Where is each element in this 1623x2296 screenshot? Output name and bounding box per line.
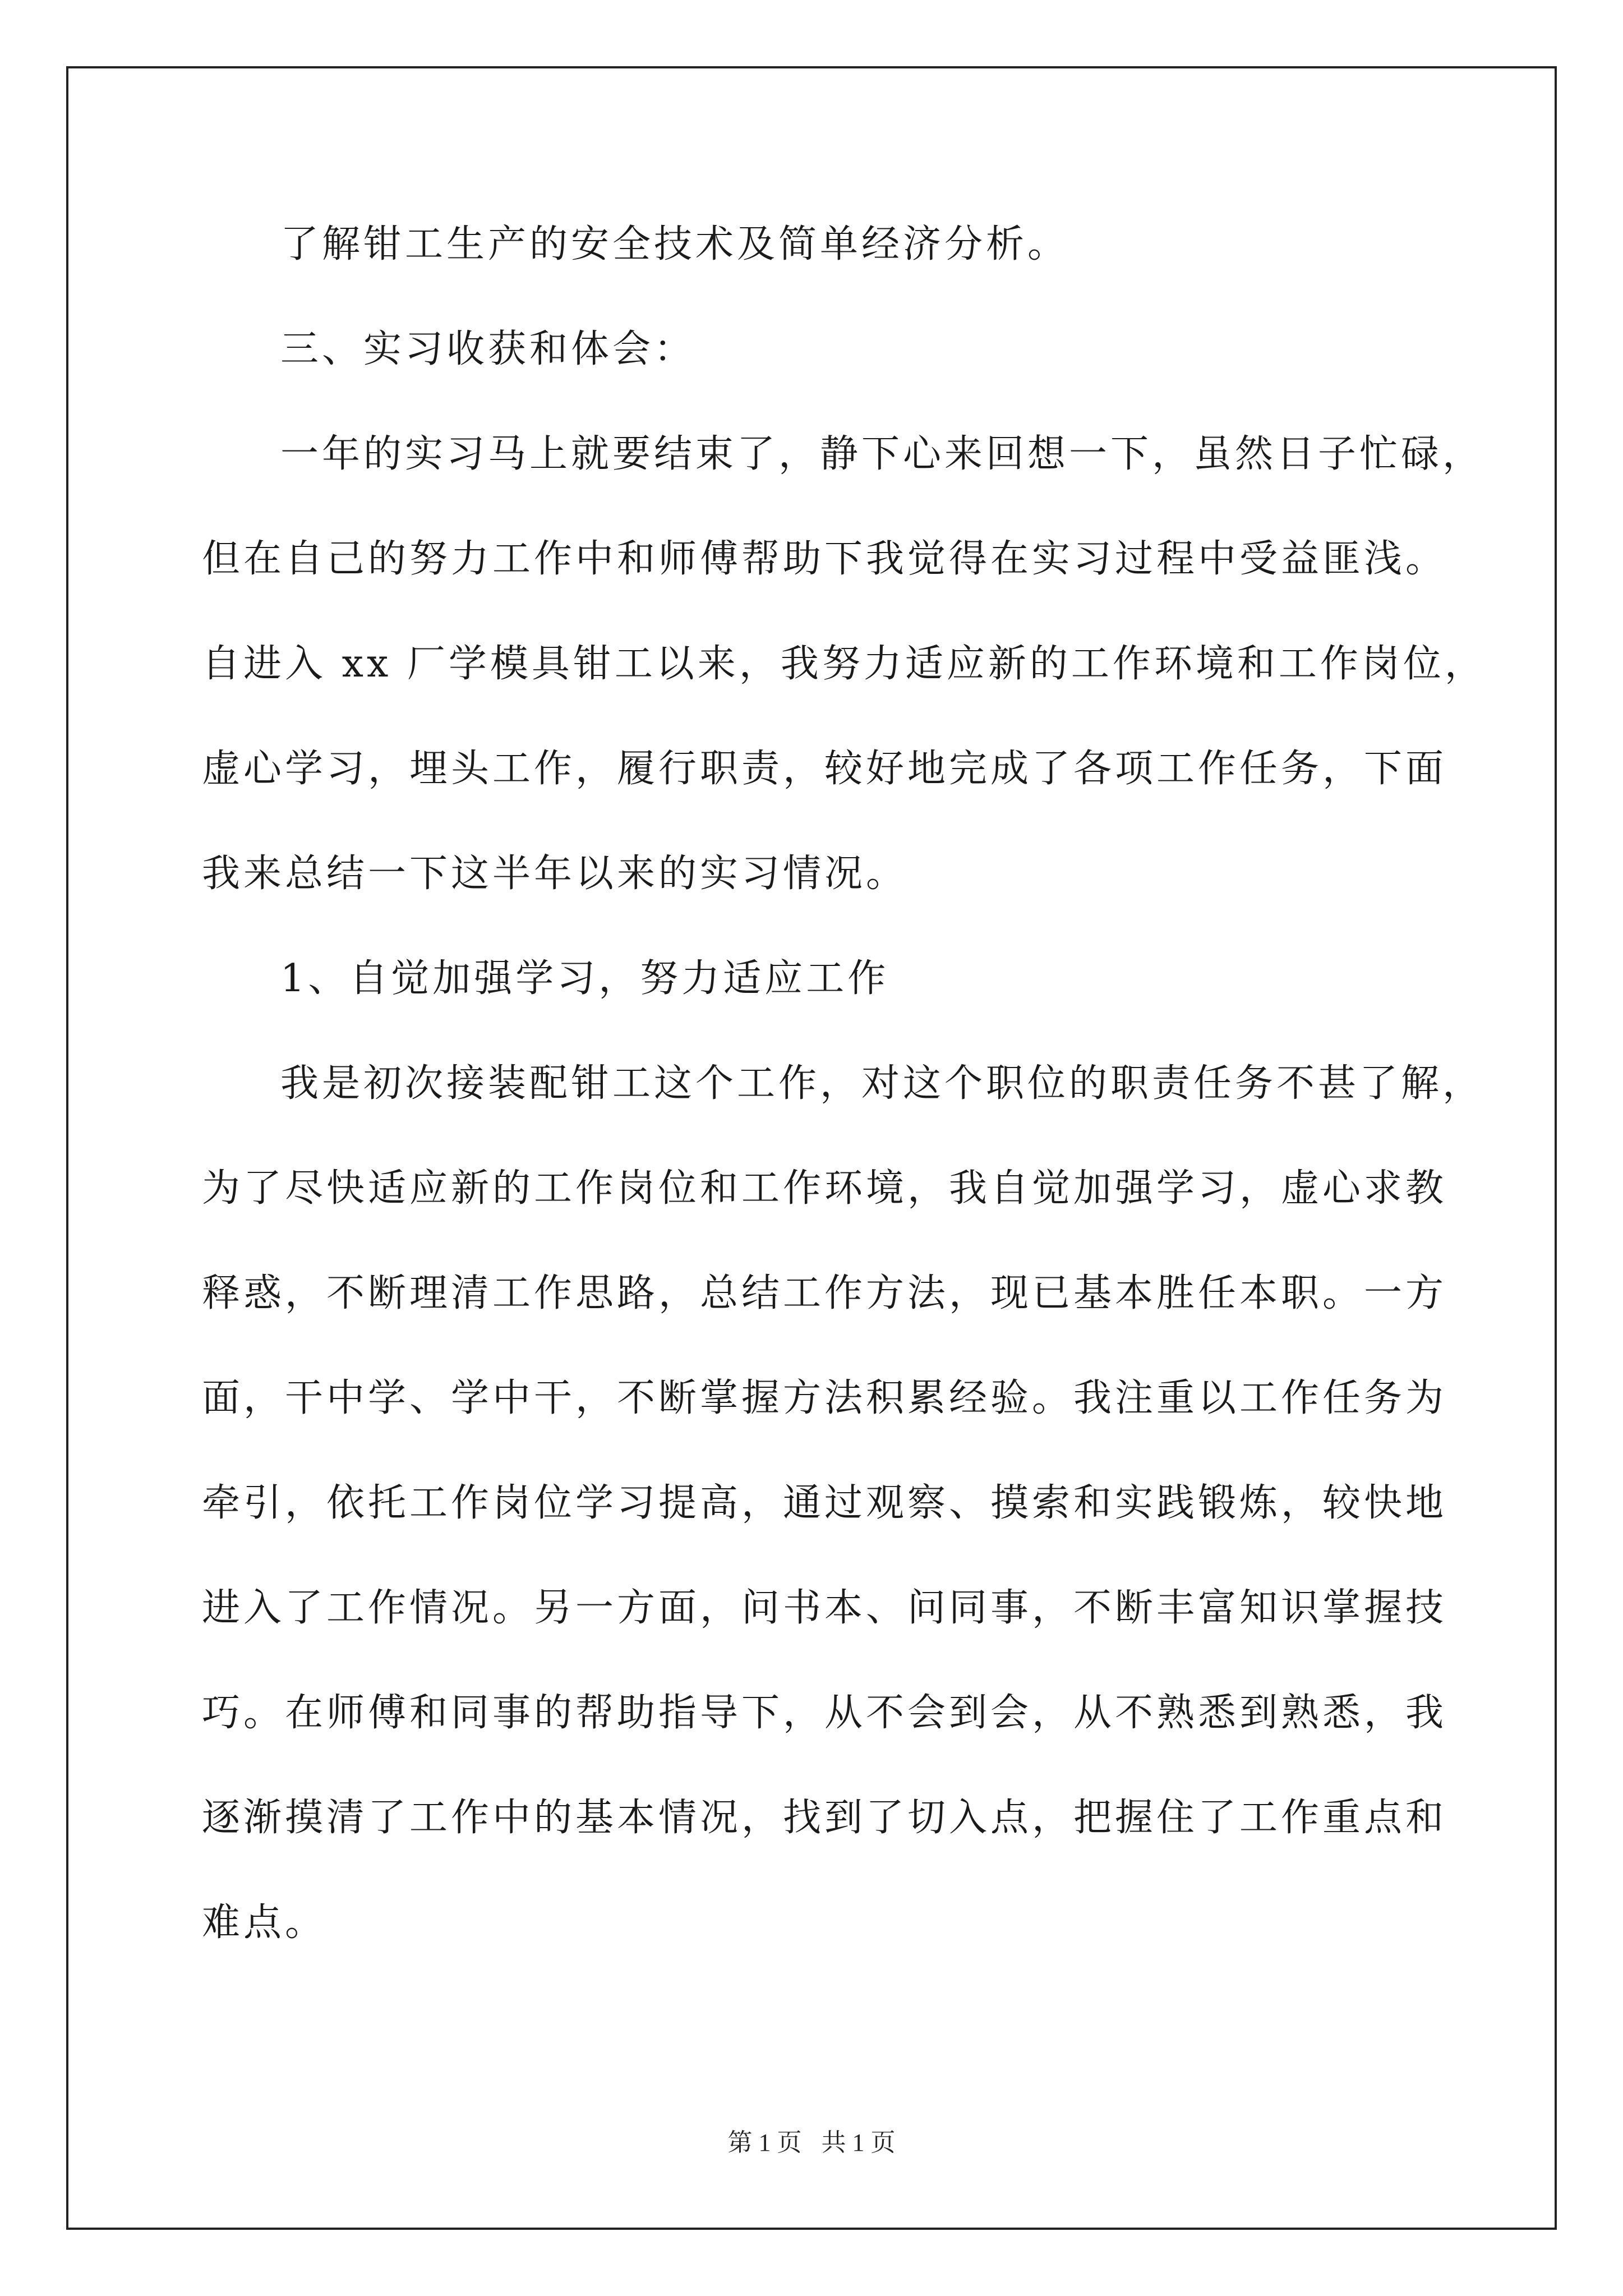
paragraph-line: 为了尽快适应新的工作岗位和工作环境，我自觉加强学习，虚心求教 [202, 1166, 1447, 1211]
paragraph-line: 一年的实习马上就要结束了，静下心来回想一下，虽然日子忙碌， [280, 432, 1484, 476]
paragraph-line: 面，干中学、学中干，不断掌握方法积累经验。我注重以工作任务为 [202, 1376, 1447, 1420]
section-heading: 三、实习收获和体会： [280, 327, 696, 371]
paragraph-line: 进入了工作情况。另一方面，问书本、问同事，不断丰富知识掌握技 [202, 1586, 1447, 1630]
paragraph-line: 我是初次接装配钳工这个工作，对这个职位的职责任务不甚了解， [280, 1061, 1484, 1106]
subsection-heading: 1、自觉加强学习，努力适应工作 [280, 956, 889, 1001]
page-number: 第 1 页 [727, 2129, 802, 2156]
paragraph-line: 但在自己的努力工作中和师傅帮助下我觉得在实习过程中受益匪浅。 [202, 537, 1447, 581]
page-total: 共 1 页 [821, 2129, 896, 2156]
paragraph-line: 虚心学习，埋头工作，履行职责，较好地完成了各项工作任务，下面 [202, 747, 1447, 791]
paragraph-line: 了解钳工生产的安全技术及简单经济分析。 [280, 222, 1069, 266]
paragraph-line: 难点。 [202, 1901, 327, 1945]
page-footer [0, 2126, 1623, 2160]
paragraph-line: 自进入 xx 厂学模具钳工以来，我努力适应新的工作环境和工作岗位， [202, 642, 1486, 686]
paragraph-line: 牵引，依托工作岗位学习提高，通过观察、摸索和实践锻炼，较快地 [202, 1481, 1447, 1525]
paragraph-line: 逐渐摸清了工作中的基本情况，找到了切入点，把握住了工作重点和 [202, 1796, 1447, 1840]
paragraph-line: 我来总结一下这半年以来的实习情况。 [202, 852, 908, 896]
paragraph-line: 释惑，不断理清工作思路，总结工作方法，现已基本胜任本职。一方 [202, 1271, 1447, 1315]
paragraph-line: 巧。在师傅和同事的帮助指导下，从不会到会，从不熟悉到熟悉，我 [202, 1691, 1447, 1735]
